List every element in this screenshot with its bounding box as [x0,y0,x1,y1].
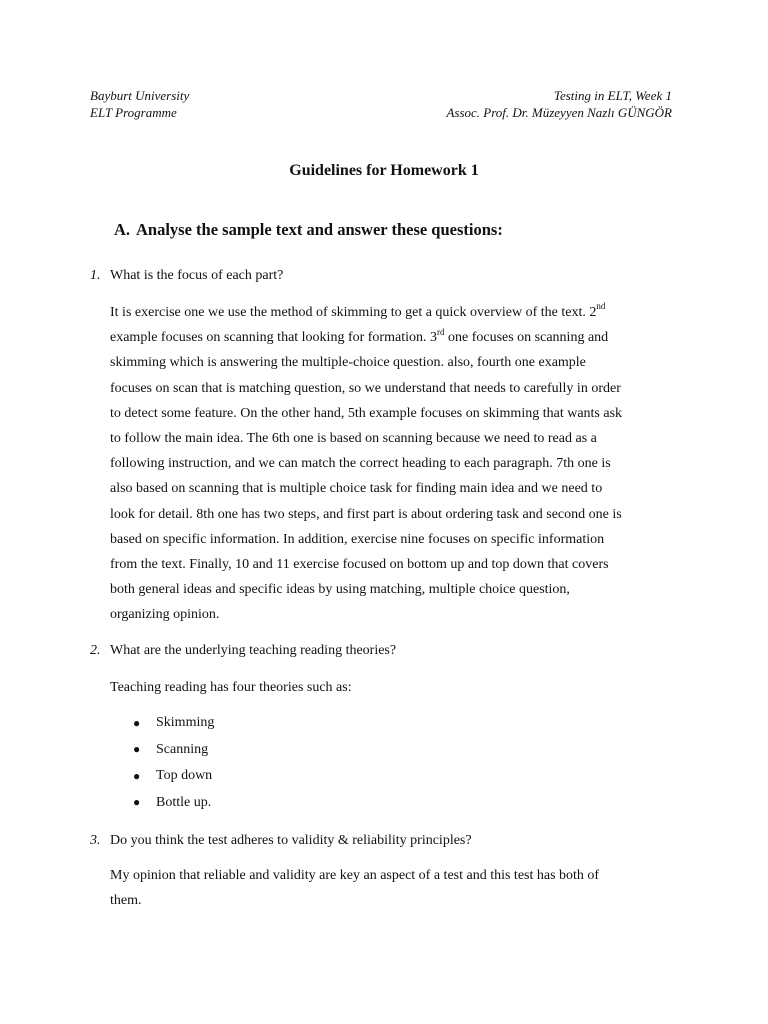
answer-line: example focuses on scanning that looking for formation. 3rd one focuses on scanning and [110,326,609,346]
answer-line: It is exercise one we use the method of skimming to get a quick overview of the text. 2nd [110,301,606,320]
answer-line: organizing opinion. [110,607,220,623]
answer-line: them. [110,893,142,909]
section-heading-text: Analyse the sample text and answer these questions: [136,220,503,239]
answer-line: also based on scanning that is multiple choice task for finding main idea and we need to [110,481,603,497]
course-week: Testing in ELT, Week 1 [553,88,672,103]
list-item: ● Bottle up. [133,794,212,810]
question-text: Do you think the test adheres to validity & reliability principles? [110,833,472,848]
answer-line: following instruction, and we can match the correct heading to each paragraph. 7th one is [110,456,611,472]
instructor-name: Assoc. Prof. Dr. Müzeyyen Nazlı GÜNGÖR [446,105,672,120]
answer-line: Teaching reading has four theories such as: [110,680,352,695]
theory-list [133,710,214,816]
institution-name: Bayburt University [90,88,190,103]
answer-line: from the text. Finally, 10 and 11 exercise focused on bottom up and top down that covers [110,557,609,573]
answer-line: skimming which is answering the multiple-choice question. also, fourth one example [110,355,586,371]
list-item: ● Top down [133,768,213,784]
section-letter: A. [114,220,131,239]
bullet-icon: ● [133,742,141,757]
question-3 [90,833,472,849]
question-text: What is the focus of each part? [110,268,284,283]
document-title: Guidelines for Homework 1 [289,162,479,179]
answer-line: both general ideas and specific ideas by using matching, multiple choice question, [110,582,570,598]
superscript: rd [436,326,445,337]
question-1 [90,268,283,284]
answer-3 [110,863,676,913]
question-number: 1. [90,268,101,283]
question-2 [90,643,396,659]
question-text: What are the underlying teaching reading theories? [110,643,397,658]
question-number: 2. [90,643,101,658]
bullet-icon: ● [133,795,141,810]
list-item: ● Skimming [133,715,215,731]
answer-2 [110,675,676,700]
answer-line: focuses on scan that is matching question, so we understand that needs to carefully in order [110,380,621,396]
header-right [446,87,672,121]
question-number: 3. [90,833,101,848]
answer-line: My opinion that reliable and validity are key an aspect of a test and this test has both of [110,868,600,883]
bullet-icon: ● [133,768,141,783]
list-item: ● Scanning [133,741,209,757]
section-heading [114,220,503,240]
answer-line: to follow the main idea. The 6th one is based on scanning because we need to read as a [110,431,597,447]
superscript: nd [596,301,606,312]
answer-line: to detect some feature. On the other hand, 5th example focuses on skimming that wants ask [110,405,623,421]
answer-line: look for detail. 8th one has two steps, and first part is about ordering task and second one is [110,506,622,522]
header-left [90,87,189,121]
bullet-icon: ● [133,715,141,730]
answer-line: based on specific information. In addition, exercise nine focuses on specific information [110,531,605,547]
answer-1 [110,300,676,628]
programme-name: ELT Programme [90,105,177,120]
